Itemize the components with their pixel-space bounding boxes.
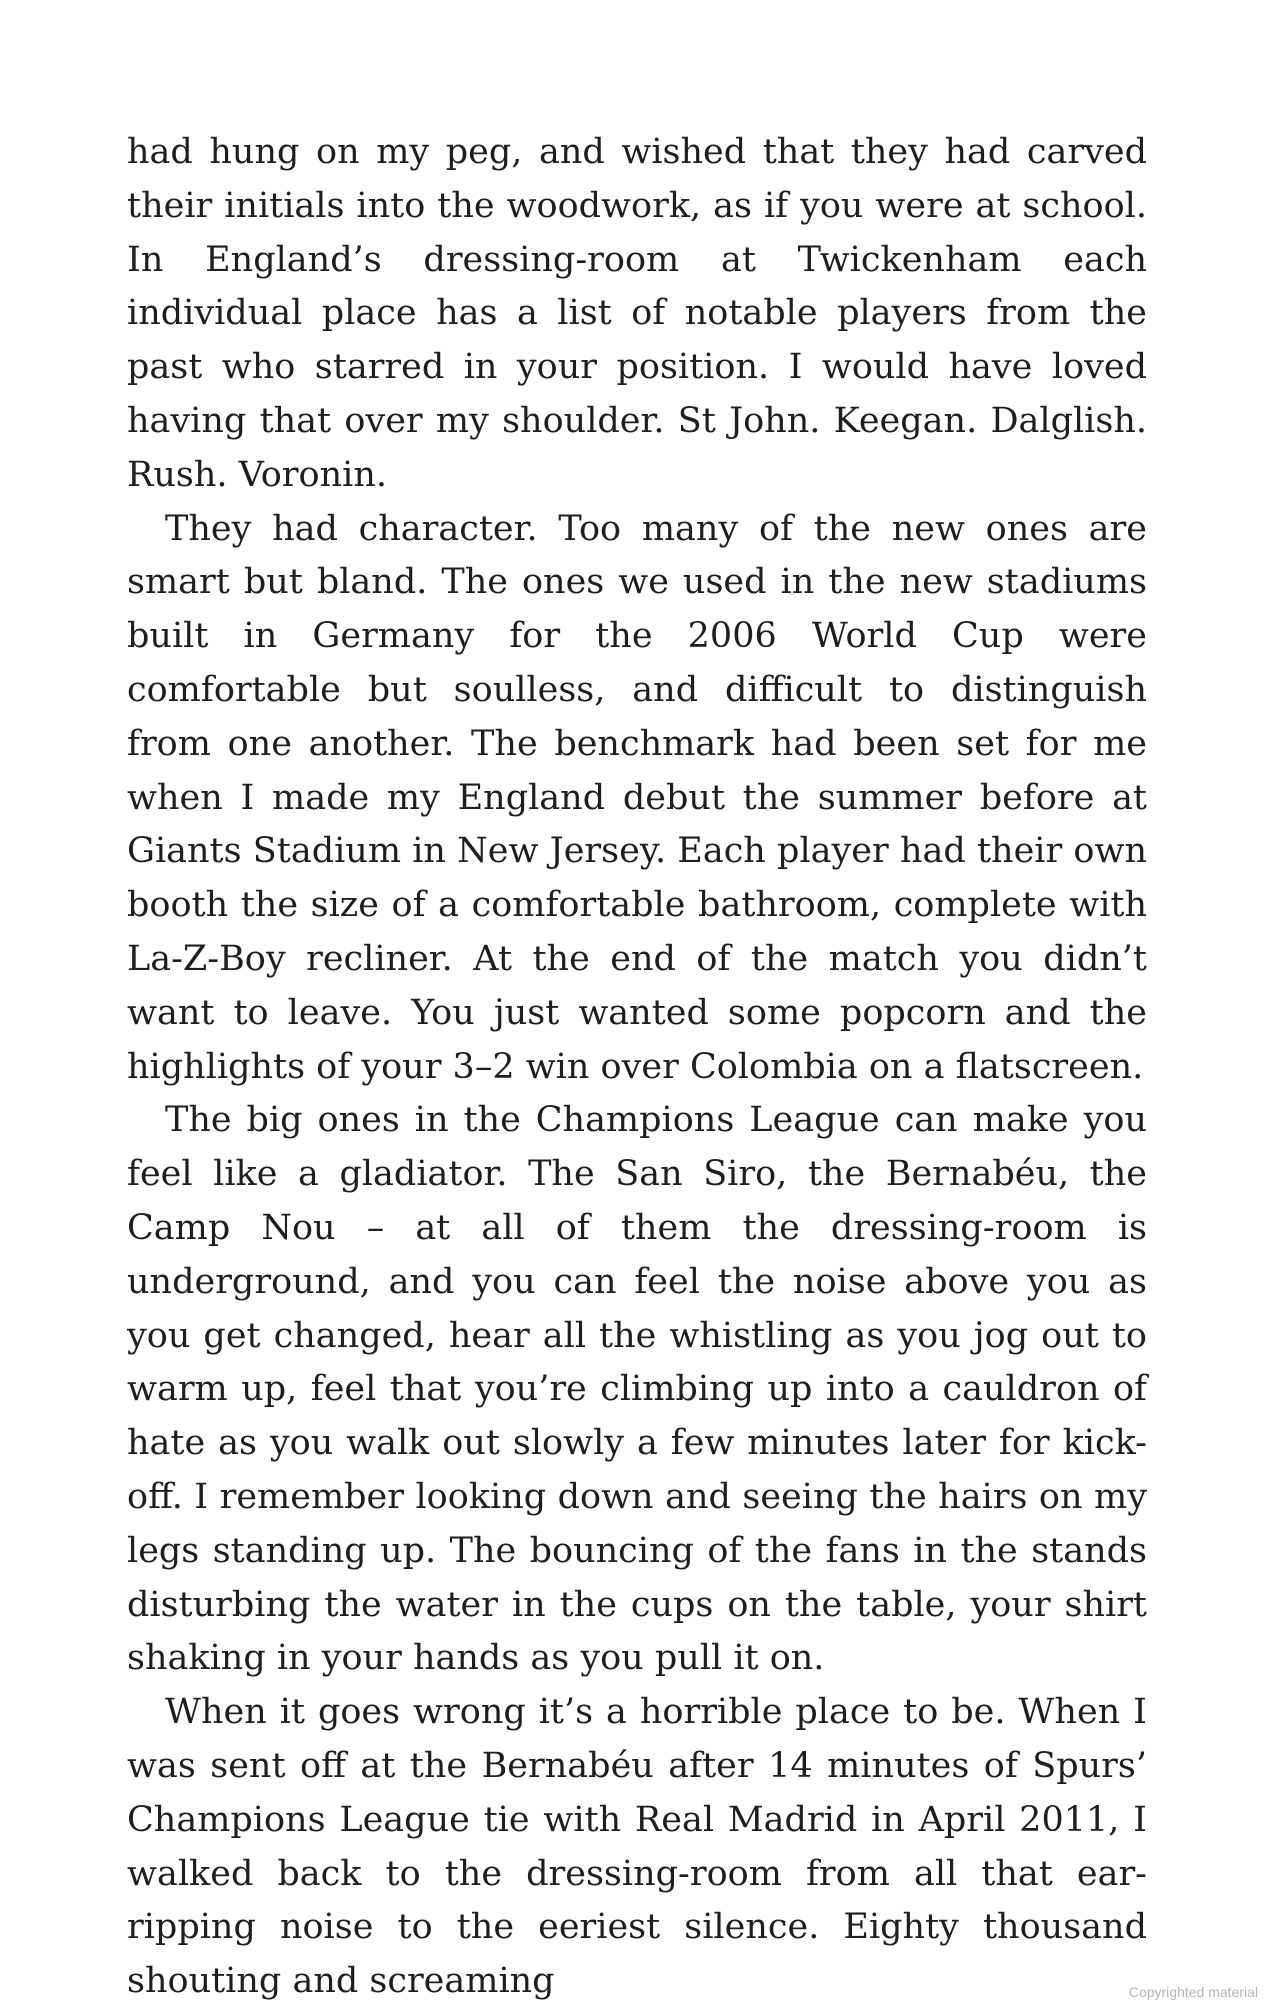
paragraph-2: They had character. Too many of the new ones are smart but bland. The ones we used in the new stadiums built in Germany for the 2006 World Cup were comfortable but soulless, and difficult to distinguish from one another. The benchmark had been set for me when I made my England debut the summer before at Giants Stadium in New Jersey. Each player had their own booth the size of a comfortable bathroom, complete with La-Z-Boy recliner. At the end of the match you didn’t want to leave. You just wanted some popcorn and the highlights of your 3–2 win over Colombia on a flatscreen.	[127, 508, 1147, 1087]
page-body-text	[127, 126, 1147, 2009]
paragraph-3: The big ones in the Champions League can make you feel like a gladiator. The San Siro, the Bernabéu, the Camp Nou – at all of them the dressing-room is underground, and you can feel the noise above you as you get changed, hear all the whistling as you jog out to warm up, feel that you’re climbing up into a cauldron of hate as you walk out slowly a few minutes later for kick-off. I remember looking down and seeing the hairs on my legs standing up. The bouncing of the fans in the stands disturbing the water in the cups on the table, your shirt shaking in your hands as you pull it on.	[127, 1100, 1147, 1679]
paragraph-1: had hung on my peg, and wished that they had carved their initials into the woodwork, as if you were at school. In England’s dressing-room at Twickenham each individual place has a list of notable players from the past who starred in your position. I would have loved having that over my shoulder. St John. Keegan. Dalglish. Rush. Voronin.	[127, 132, 1147, 495]
copyright-watermark: Copyrighted material	[1128, 1984, 1258, 2000]
paragraph-4: When it goes wrong it’s a horrible place to be. When I was sent off at the Bernabéu after 14 minutes of Spurs’ Champions League tie with Real Madrid in April 2011, I walked back to the dressing-room from all that ear-ripping noise to the eeriest silence. Eighty thousand shouting and screaming	[127, 1692, 1147, 2002]
